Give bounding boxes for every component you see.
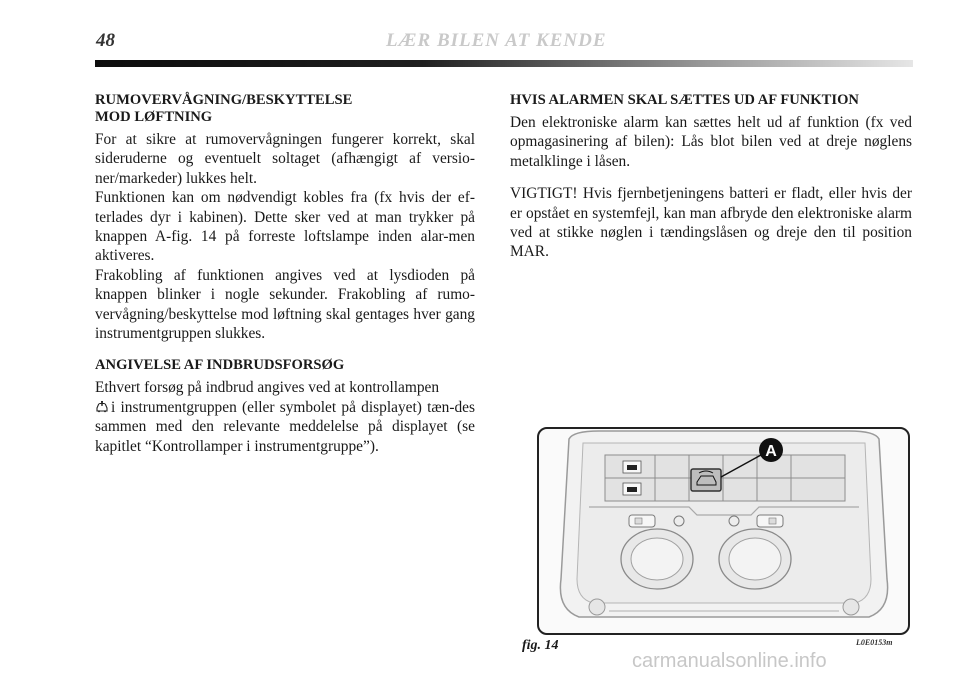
car-alarm-warning-icon bbox=[95, 400, 109, 414]
callout-label: A bbox=[765, 443, 777, 460]
figure-code: L0E0153m bbox=[856, 638, 893, 647]
section-title-indbrudsforsoeg: ANGIVELSE AF INDBRUDSFORSØG bbox=[95, 357, 345, 374]
right-column bbox=[510, 92, 912, 262]
figure-caption: fig. 14 bbox=[522, 638, 559, 653]
paragraph: Den elektroniske alarm kan sættes helt ud af funktion (fx ved opmagasinering af bilen): Lås blot bilen ved at dreje nøglens metalklinge i låsen. bbox=[510, 114, 912, 170]
page-number: 48 bbox=[96, 30, 115, 51]
paragraph: Ethvert forsøg på indbrud angives ved at kontrollampen i instrumentgruppen (eller symbolet på displayet) tæn-des sammen med den relevante meddelelse på displayet (se kapitlet “Kontrollamper i instrumentgruppe”). bbox=[95, 379, 475, 455]
paragraph: VIGTIGT! Hvis fjernbetjeningens batteri er fladt, eller hvis der er opstået en systemfejl, kan man afbryde den elektroniske alarm ved at stikke nøglen i tændingslåsen og dreje den til position MAR. bbox=[510, 185, 912, 261]
paragraph: For at sikre at rumovervågningen fungerer korrekt, skal sideruderne og eventuelt soltaget (afhængigt af versio-ner/markeder) lukkes helt. bbox=[95, 131, 475, 187]
header-rule bbox=[95, 60, 913, 67]
running-title: LÆR BILEN AT KENDE bbox=[386, 30, 607, 51]
section-title-rumovervaagning: RUMOVERVÅGNING/BESKYTTELSE MOD LØFTNING bbox=[95, 92, 353, 125]
section-title-alarm-ud-af-funktion: HVIS ALARMEN SKAL SÆTTES UD AF FUNKTION bbox=[510, 92, 859, 108]
paragraph: Funktionen kan om nødvendigt kobles fra (fx hvis der ef-terlades dyr i kabinen). Dette sker ved at man trykker på knappen A-fig. 14 på forreste loftslampe inden alar-men aktiveres. bbox=[95, 189, 475, 265]
left-column bbox=[95, 92, 475, 456]
ceiling-lamp-figure bbox=[537, 427, 910, 635]
paragraph: Frakobling af funktionen angives ved at lysdioden på knappen blinker i nogle sekunder. Frakobling af rumo-vervågning/beskyttelse mod løftning skal gentages hver gang instrumentgruppen slukkes. bbox=[95, 266, 475, 343]
watermark: carmanualsonline.info bbox=[632, 650, 827, 672]
ceiling-lamp-illustration bbox=[539, 429, 908, 633]
